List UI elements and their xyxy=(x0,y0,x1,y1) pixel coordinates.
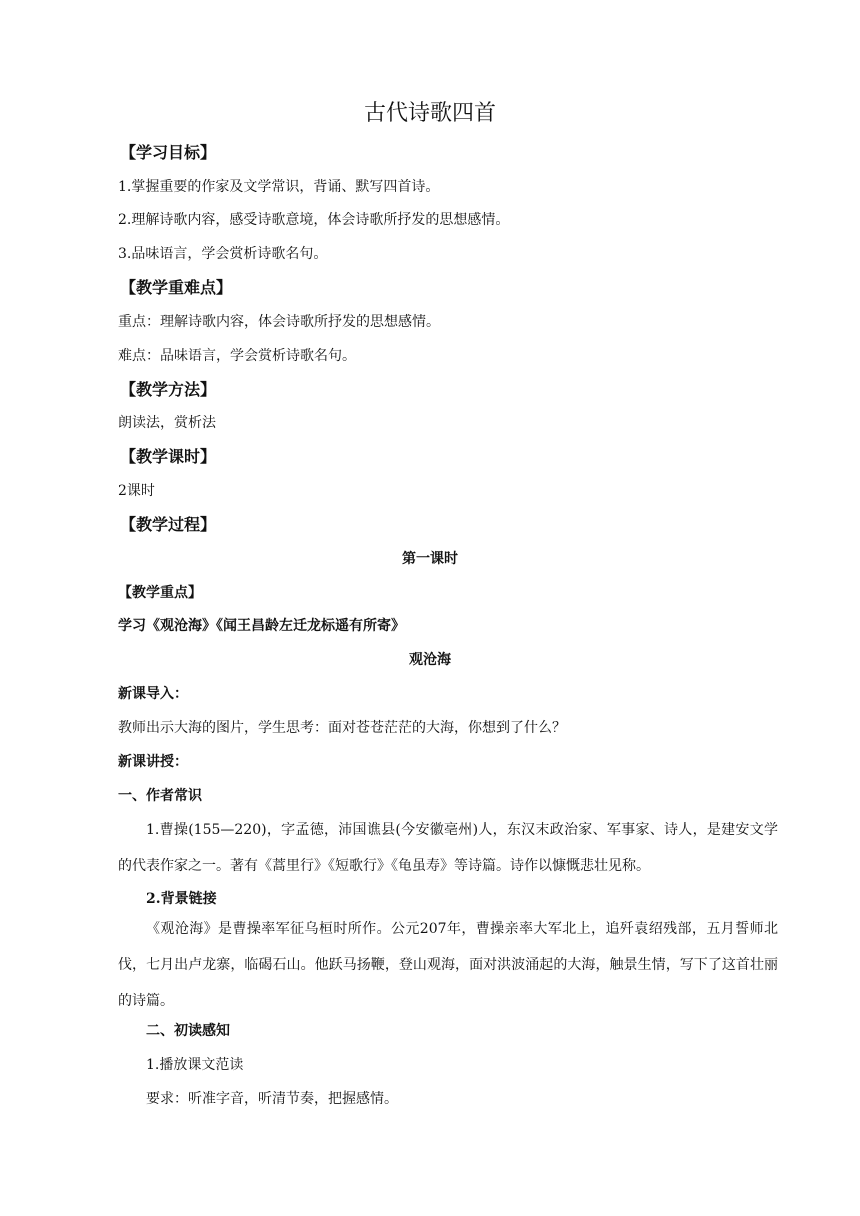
keypoint-difficulty: 难点：品味语言，学会赏析诗歌名句。 xyxy=(118,348,356,364)
background-heading: 2.背景链接 xyxy=(146,891,217,907)
methods-text: 朗读法，赏析法 xyxy=(118,415,216,431)
hours-heading: 【教学课时】 xyxy=(120,447,217,466)
methods-heading: 【教学方法】 xyxy=(120,380,217,399)
goal-item-2: 2.理解诗歌内容，感受诗歌意境，体会诗歌所抒发的思想感情。 xyxy=(118,212,510,228)
poem-title: 观沧海 xyxy=(409,652,451,668)
goal-item-3: 3.品味语言，学会赏析诗歌名句。 xyxy=(118,246,328,262)
author-paragraph: 1.曹操(155—220)，字孟德，沛国谯县(今安徽亳州)人，东汉末政治家、军事家、诗人，是建安文学的代表作家之一。著有《蒿里行》《短歌行》《龟虽寿》等诗篇。诗作以慷慨悲壮见称。 xyxy=(118,822,778,874)
keypoint-focus: 重点：理解诗歌内容，体会诗歌所抒发的思想感情。 xyxy=(118,314,440,330)
author-heading: 一、作者常识 xyxy=(118,788,202,804)
process-heading: 【教学过程】 xyxy=(120,515,217,534)
keypoints-heading: 【教学重难点】 xyxy=(120,278,233,297)
document-title: 古代诗歌四首 xyxy=(363,101,496,126)
reading-requirement: 要求：听准字音，听清节奏，把握感情。 xyxy=(146,1091,398,1107)
lesson-focus-text: 学习《观沧海》《闻王昌龄左迁龙标遥有所寄》 xyxy=(118,618,405,634)
background-paragraph: 《观沧海》是曹操率军征乌桓时所作。公元207年，曹操亲率大军北上，追歼袁绍残部，五月誓师北伐，七月出卢龙寨，临碣石山。他跃马扬鞭，登山观海，面对洪波涌起的大海，触景生情，写下了这首壮丽的诗篇。 xyxy=(118,921,778,1009)
reading-heading: 二、初读感知 xyxy=(146,1023,230,1039)
goals-heading: 【学习目标】 xyxy=(120,143,217,162)
hours-text: 2课时 xyxy=(118,483,155,499)
lesson-focus-heading: 【教学重点】 xyxy=(118,585,202,601)
teach-heading: 新课讲授： xyxy=(118,754,188,770)
intro-text: 教师出示大海的图片，学生思考：面对苍苍茫茫的大海，你想到了什么？ xyxy=(118,720,566,736)
intro-heading: 新课导入： xyxy=(118,686,188,702)
goal-item-1: 1.掌握重要的作家及文学常识，背诵、默写四首诗。 xyxy=(118,179,440,195)
reading-item: 1.播放课文范读 xyxy=(146,1057,244,1073)
lesson-one-title: 第一课时 xyxy=(402,551,458,567)
